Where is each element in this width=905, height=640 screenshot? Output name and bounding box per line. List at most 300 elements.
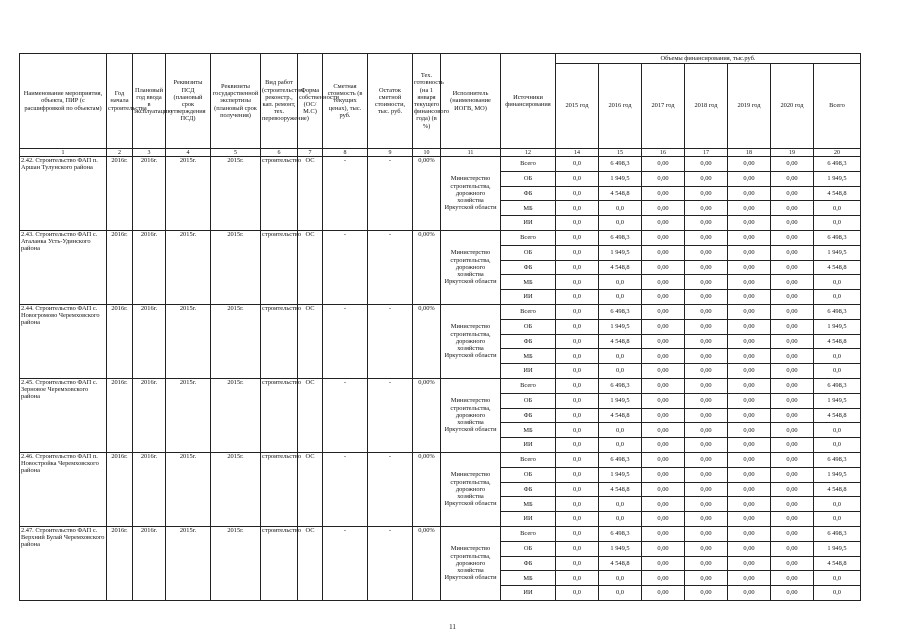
- header-psd: Реквизиты ПСД (плановый срок утверждения ПСД): [166, 54, 211, 149]
- funding-value: 0,00: [771, 438, 814, 453]
- funding-value: 0,00: [642, 423, 685, 438]
- funding-value: 0,00: [728, 393, 771, 408]
- funding-source: МБ: [501, 497, 556, 512]
- funding-value: 0,0: [599, 497, 642, 512]
- header-plan-year: Плановый год ввода в эксплуатацию: [133, 54, 166, 149]
- table-row: [20, 230, 861, 245]
- header-start-year: Год начала строительства: [107, 54, 133, 149]
- funding-value: 0,0: [556, 571, 599, 586]
- funding-value: 4 548,8: [814, 334, 861, 349]
- funding-value: 0,00: [771, 364, 814, 379]
- funding-source: Всего: [501, 526, 556, 541]
- column-number: 2: [107, 149, 133, 157]
- executor: Министерство строительства, дорожного хозяйства Иркутской области: [441, 378, 501, 452]
- funding-value: 1 949,5: [599, 541, 642, 556]
- funding-value: 0,0: [556, 171, 599, 186]
- plan-year: 2016г.: [133, 526, 166, 600]
- funding-value: 0,00: [728, 438, 771, 453]
- funding-value: 0,00: [728, 319, 771, 334]
- funding-value: 4 548,8: [814, 408, 861, 423]
- funding-value: 0,00: [771, 512, 814, 527]
- funding-value: 0,0: [556, 512, 599, 527]
- funding-value: 0,00: [771, 230, 814, 245]
- funding-value: 0,00: [685, 245, 728, 260]
- funding-value: 0,00: [728, 349, 771, 364]
- cost-remainder: -: [368, 452, 413, 526]
- psd-date: 2015г.: [166, 157, 211, 231]
- executor: Министерство строительства, дорожного хозяйства Иркутской области: [441, 526, 501, 600]
- funding-value: 0,00: [642, 467, 685, 482]
- funding-value: 0,0: [599, 201, 642, 216]
- ownership: ОС: [298, 452, 323, 526]
- funding-value: 0,00: [771, 556, 814, 571]
- header-year: Всего: [814, 64, 861, 149]
- table-row: [20, 526, 861, 541]
- funding-value: 6 498,3: [814, 304, 861, 319]
- funding-value: 0,00: [685, 201, 728, 216]
- funding-value: 0,00: [728, 423, 771, 438]
- funding-value: 0,0: [556, 260, 599, 275]
- funding-value: 0,00: [685, 571, 728, 586]
- work-type: строительство: [261, 378, 298, 452]
- funding-value: 0,00: [685, 349, 728, 364]
- expertise-date: 2015г.: [211, 526, 261, 600]
- column-number: 11: [441, 149, 501, 157]
- funding-value: 0,00: [728, 201, 771, 216]
- funding-value: 0,0: [814, 349, 861, 364]
- funding-value: 0,0: [599, 364, 642, 379]
- funding-value: 0,0: [556, 452, 599, 467]
- header-name: Наименование мероприятия, объекта, ПИР (с расшифровкой по объектам): [20, 54, 107, 149]
- funding-value: 0,0: [556, 157, 599, 172]
- funding-value: 0,00: [728, 556, 771, 571]
- psd-date: 2015г.: [166, 304, 211, 378]
- funding-value: 0,00: [771, 526, 814, 541]
- column-number: 7: [298, 149, 323, 157]
- header-year: 2015 год: [556, 64, 599, 149]
- column-number: 14: [556, 149, 599, 157]
- funding-value: 0,00: [728, 497, 771, 512]
- funding-value: 0,00: [771, 290, 814, 305]
- funding-value: 4 548,8: [599, 482, 642, 497]
- funding-value: 0,00: [771, 378, 814, 393]
- funding-value: 0,00: [642, 349, 685, 364]
- funding-value: 0,0: [814, 586, 861, 601]
- funding-value: 0,0: [556, 526, 599, 541]
- table-row: [20, 378, 861, 393]
- funding-value: 0,00: [685, 467, 728, 482]
- funding-value: 0,00: [685, 423, 728, 438]
- funding-value: 0,00: [771, 497, 814, 512]
- funding-value: 0,00: [728, 230, 771, 245]
- start-year: 2016г.: [107, 230, 133, 304]
- funding-value: 6 498,3: [814, 526, 861, 541]
- work-type: строительство: [261, 157, 298, 231]
- funding-value: 0,00: [642, 171, 685, 186]
- funding-source: ИИ: [501, 290, 556, 305]
- funding-value: 0,0: [556, 556, 599, 571]
- funding-value: 0,0: [556, 393, 599, 408]
- funding-value: 0,00: [685, 364, 728, 379]
- funding-source: ФБ: [501, 556, 556, 571]
- psd-date: 2015г.: [166, 230, 211, 304]
- funding-value: 0,00: [642, 526, 685, 541]
- funding-value: 0,0: [556, 275, 599, 290]
- funding-source: ОБ: [501, 171, 556, 186]
- funding-value: 0,00: [685, 171, 728, 186]
- funding-value: 0,00: [642, 157, 685, 172]
- funding-value: 1 949,5: [599, 393, 642, 408]
- funding-value: 0,00: [728, 304, 771, 319]
- funding-value: 0,00: [685, 304, 728, 319]
- funding-value: 0,00: [685, 541, 728, 556]
- funding-value: 0,0: [556, 216, 599, 231]
- work-type: строительство: [261, 452, 298, 526]
- funding-value: 0,0: [556, 334, 599, 349]
- funding-value: 0,00: [771, 393, 814, 408]
- page-number: 11: [449, 623, 456, 631]
- header-sources: Источники финансирования: [501, 54, 556, 149]
- readiness-percent: 0,00%: [413, 157, 441, 231]
- funding-source: ИИ: [501, 364, 556, 379]
- funding-value: 0,0: [599, 290, 642, 305]
- funding-value: 0,00: [642, 482, 685, 497]
- funding-value: 0,00: [728, 260, 771, 275]
- funding-value: 0,00: [771, 586, 814, 601]
- funding-value: 0,00: [728, 290, 771, 305]
- funding-value: 1 949,5: [599, 171, 642, 186]
- funding-value: 0,0: [556, 319, 599, 334]
- funding-value: 0,00: [728, 586, 771, 601]
- funding-value: 0,00: [728, 186, 771, 201]
- funding-source: Всего: [501, 304, 556, 319]
- column-number: 10: [413, 149, 441, 157]
- cost-remainder: -: [368, 304, 413, 378]
- funding-value: 0,00: [642, 334, 685, 349]
- funding-value: 0,00: [771, 157, 814, 172]
- psd-date: 2015г.: [166, 526, 211, 600]
- funding-source: ОБ: [501, 245, 556, 260]
- funding-source: ФБ: [501, 186, 556, 201]
- funding-value: 0,00: [728, 541, 771, 556]
- funding-value: 0,00: [685, 586, 728, 601]
- funding-value: 0,00: [771, 334, 814, 349]
- funding-value: 0,00: [642, 408, 685, 423]
- funding-value: 0,00: [642, 586, 685, 601]
- estimated-cost: -: [323, 452, 368, 526]
- header-work-type: Вид работ (строительство, реконстр., кап. ремонт, тех. перевооружение): [261, 54, 298, 149]
- funding-value: 0,0: [814, 275, 861, 290]
- funding-value: 0,0: [556, 290, 599, 305]
- column-number: 18: [728, 149, 771, 157]
- funding-value: 0,0: [556, 497, 599, 512]
- funding-value: 0,0: [599, 275, 642, 290]
- funding-source: МБ: [501, 201, 556, 216]
- funding-source: ФБ: [501, 260, 556, 275]
- funding-value: 0,0: [814, 497, 861, 512]
- funding-value: 0,0: [599, 586, 642, 601]
- funding-source: МБ: [501, 275, 556, 290]
- funding-value: 0,00: [728, 408, 771, 423]
- plan-year: 2016г.: [133, 378, 166, 452]
- funding-value: 0,00: [771, 304, 814, 319]
- readiness-percent: 0,00%: [413, 452, 441, 526]
- readiness-percent: 0,00%: [413, 230, 441, 304]
- financing-table: [19, 53, 861, 601]
- plan-year: 2016г.: [133, 157, 166, 231]
- column-number: 5: [211, 149, 261, 157]
- funding-value: 0,00: [685, 157, 728, 172]
- header-year: 2016 год: [599, 64, 642, 149]
- funding-source: МБ: [501, 423, 556, 438]
- expertise-date: 2015г.: [211, 230, 261, 304]
- header-year: 2019 год: [728, 64, 771, 149]
- plan-year: 2016г.: [133, 304, 166, 378]
- funding-value: 6 498,3: [599, 526, 642, 541]
- funding-source: ФБ: [501, 408, 556, 423]
- header-cost: Сметная стоимость (в текущих ценах), тыс. руб.: [323, 54, 368, 149]
- funding-value: 1 949,5: [814, 541, 861, 556]
- column-number: 9: [368, 149, 413, 157]
- funding-value: 0,0: [556, 423, 599, 438]
- cost-remainder: -: [368, 378, 413, 452]
- funding-value: 0,00: [728, 334, 771, 349]
- funding-value: 0,00: [728, 482, 771, 497]
- funding-value: 0,0: [556, 230, 599, 245]
- estimated-cost: -: [323, 378, 368, 452]
- funding-value: 1 949,5: [814, 319, 861, 334]
- column-number: 20: [814, 149, 861, 157]
- estimated-cost: -: [323, 526, 368, 600]
- funding-value: 0,00: [771, 423, 814, 438]
- funding-value: 0,00: [642, 497, 685, 512]
- readiness-percent: 0,00%: [413, 378, 441, 452]
- funding-value: 0,00: [728, 157, 771, 172]
- funding-value: 0,00: [728, 512, 771, 527]
- funding-value: 0,00: [771, 186, 814, 201]
- funding-value: 0,0: [814, 423, 861, 438]
- funding-value: 0,00: [728, 364, 771, 379]
- column-number: 17: [685, 149, 728, 157]
- funding-value: 6 498,3: [599, 157, 642, 172]
- funding-source: МБ: [501, 571, 556, 586]
- funding-source: ИИ: [501, 216, 556, 231]
- work-type: строительство: [261, 526, 298, 600]
- funding-source: ИИ: [501, 512, 556, 527]
- funding-value: 0,0: [556, 186, 599, 201]
- funding-value: 0,00: [685, 230, 728, 245]
- funding-value: 0,00: [771, 482, 814, 497]
- funding-value: 0,0: [556, 586, 599, 601]
- funding-value: 0,00: [642, 393, 685, 408]
- funding-value: 0,0: [556, 438, 599, 453]
- funding-value: 0,00: [771, 201, 814, 216]
- funding-value: 0,00: [771, 467, 814, 482]
- ownership: ОС: [298, 157, 323, 231]
- funding-value: 0,00: [771, 245, 814, 260]
- start-year: 2016г.: [107, 452, 133, 526]
- funding-value: 0,00: [642, 290, 685, 305]
- funding-value: 0,00: [685, 290, 728, 305]
- header-expertise: Реквизиты государственной экспертизы (плановый срок получения): [211, 54, 261, 149]
- funding-value: 6 498,3: [599, 452, 642, 467]
- funding-value: 0,0: [556, 482, 599, 497]
- funding-value: 0,0: [556, 408, 599, 423]
- funding-value: 0,00: [642, 438, 685, 453]
- funding-value: 6 498,3: [599, 304, 642, 319]
- funding-value: 6 498,3: [599, 378, 642, 393]
- funding-value: 0,00: [771, 408, 814, 423]
- funding-value: 0,00: [728, 216, 771, 231]
- funding-value: 0,00: [685, 216, 728, 231]
- executor: Министерство строительства, дорожного хозяйства Иркутской области: [441, 230, 501, 304]
- funding-value: 0,00: [642, 275, 685, 290]
- funding-value: 1 949,5: [599, 319, 642, 334]
- funding-value: 0,0: [599, 571, 642, 586]
- funding-value: 0,00: [642, 452, 685, 467]
- executor: Министерство строительства, дорожного хозяйства Иркутской области: [441, 452, 501, 526]
- plan-year: 2016г.: [133, 230, 166, 304]
- funding-value: 0,00: [642, 571, 685, 586]
- funding-value: 0,00: [771, 571, 814, 586]
- readiness-percent: 0,00%: [413, 526, 441, 600]
- funding-value: 0,00: [728, 378, 771, 393]
- funding-value: 4 548,8: [599, 556, 642, 571]
- header-year: 2020 год: [771, 64, 814, 149]
- readiness-percent: 0,00%: [413, 304, 441, 378]
- project-name: 2.47. Строительство ФАП с. Верхний Булай Черемховского района: [20, 526, 107, 600]
- funding-source: Всего: [501, 157, 556, 172]
- funding-value: 4 548,8: [599, 186, 642, 201]
- start-year: 2016г.: [107, 304, 133, 378]
- funding-value: 0,00: [685, 275, 728, 290]
- funding-value: 0,00: [642, 260, 685, 275]
- column-number: 1: [20, 149, 107, 157]
- funding-value: 6 498,3: [814, 230, 861, 245]
- funding-value: 0,00: [685, 556, 728, 571]
- funding-value: 0,00: [642, 245, 685, 260]
- funding-value: 0,00: [642, 230, 685, 245]
- funding-value: 4 548,8: [814, 482, 861, 497]
- header-year: 2017 год: [642, 64, 685, 149]
- funding-source: Всего: [501, 378, 556, 393]
- funding-value: 0,00: [642, 216, 685, 231]
- funding-value: 0,0: [814, 216, 861, 231]
- estimated-cost: -: [323, 157, 368, 231]
- funding-value: 0,00: [685, 186, 728, 201]
- funding-value: 0,00: [642, 304, 685, 319]
- funding-value: 0,00: [642, 201, 685, 216]
- funding-value: 0,00: [642, 512, 685, 527]
- psd-date: 2015г.: [166, 452, 211, 526]
- funding-source: ОБ: [501, 393, 556, 408]
- psd-date: 2015г.: [166, 378, 211, 452]
- funding-value: 0,00: [728, 526, 771, 541]
- funding-value: 4 548,8: [599, 408, 642, 423]
- funding-value: 0,00: [685, 482, 728, 497]
- start-year: 2016г.: [107, 157, 133, 231]
- work-type: строительство: [261, 230, 298, 304]
- start-year: 2016г.: [107, 526, 133, 600]
- funding-value: 1 949,5: [599, 245, 642, 260]
- funding-value: 0,0: [599, 349, 642, 364]
- cost-remainder: -: [368, 157, 413, 231]
- column-number: 16: [642, 149, 685, 157]
- expertise-date: 2015г.: [211, 304, 261, 378]
- column-number: 6: [261, 149, 298, 157]
- funding-value: 0,0: [814, 438, 861, 453]
- ownership: ОС: [298, 230, 323, 304]
- column-number: 12: [501, 149, 556, 157]
- header-year: 2018 год: [685, 64, 728, 149]
- table-row: [20, 157, 861, 172]
- funding-value: 1 949,5: [599, 467, 642, 482]
- expertise-date: 2015г.: [211, 452, 261, 526]
- funding-value: 0,00: [771, 275, 814, 290]
- funding-value: 0,00: [771, 171, 814, 186]
- funding-source: ФБ: [501, 334, 556, 349]
- table-row: [20, 304, 861, 319]
- funding-value: 0,00: [642, 186, 685, 201]
- funding-value: 0,00: [728, 275, 771, 290]
- estimated-cost: -: [323, 230, 368, 304]
- funding-value: 0,0: [556, 467, 599, 482]
- funding-value: 4 548,8: [814, 186, 861, 201]
- funding-value: 4 548,8: [599, 260, 642, 275]
- funding-value: 0,00: [728, 467, 771, 482]
- funding-value: 0,00: [685, 393, 728, 408]
- funding-value: 0,00: [685, 334, 728, 349]
- funding-value: 0,00: [685, 512, 728, 527]
- funding-value: 0,00: [642, 556, 685, 571]
- cost-remainder: -: [368, 526, 413, 600]
- funding-source: ОБ: [501, 319, 556, 334]
- expertise-date: 2015г.: [211, 378, 261, 452]
- column-number: 15: [599, 149, 642, 157]
- funding-value: 0,00: [771, 260, 814, 275]
- document-page: [19, 53, 853, 601]
- funding-value: 0,0: [814, 571, 861, 586]
- header-ownership: Форма собственности (ОС/М.С): [298, 54, 323, 149]
- funding-value: 0,00: [771, 216, 814, 231]
- executor: Министерство строительства, дорожного хозяйства Иркутской области: [441, 157, 501, 231]
- funding-value: 0,00: [685, 408, 728, 423]
- plan-year: 2016г.: [133, 452, 166, 526]
- funding-value: 0,00: [685, 438, 728, 453]
- funding-value: 1 949,5: [814, 245, 861, 260]
- funding-value: 6 498,3: [814, 157, 861, 172]
- funding-value: 0,00: [771, 319, 814, 334]
- funding-value: 0,00: [771, 452, 814, 467]
- column-number: 3: [133, 149, 166, 157]
- project-name: 2.44. Строительство ФАП с. Новогромово Черемховского района: [20, 304, 107, 378]
- column-number: 8: [323, 149, 368, 157]
- funding-source: Всего: [501, 452, 556, 467]
- project-name: 2.45. Строительство ФАП с. Зерновое Черемховского района: [20, 378, 107, 452]
- work-type: строительство: [261, 304, 298, 378]
- funding-value: 4 548,8: [814, 556, 861, 571]
- ownership: ОС: [298, 526, 323, 600]
- expertise-date: 2015г.: [211, 157, 261, 231]
- column-number: 4: [166, 149, 211, 157]
- executor: Министерство строительства, дорожного хозяйства Иркутской области: [441, 304, 501, 378]
- column-number: 19: [771, 149, 814, 157]
- funding-value: 1 949,5: [814, 393, 861, 408]
- header-readiness: Тех. готовность (на 1 января текущего финансового года) (в %): [413, 54, 441, 149]
- funding-value: 1 949,5: [814, 467, 861, 482]
- ownership: ОС: [298, 378, 323, 452]
- funding-value: 0,0: [814, 364, 861, 379]
